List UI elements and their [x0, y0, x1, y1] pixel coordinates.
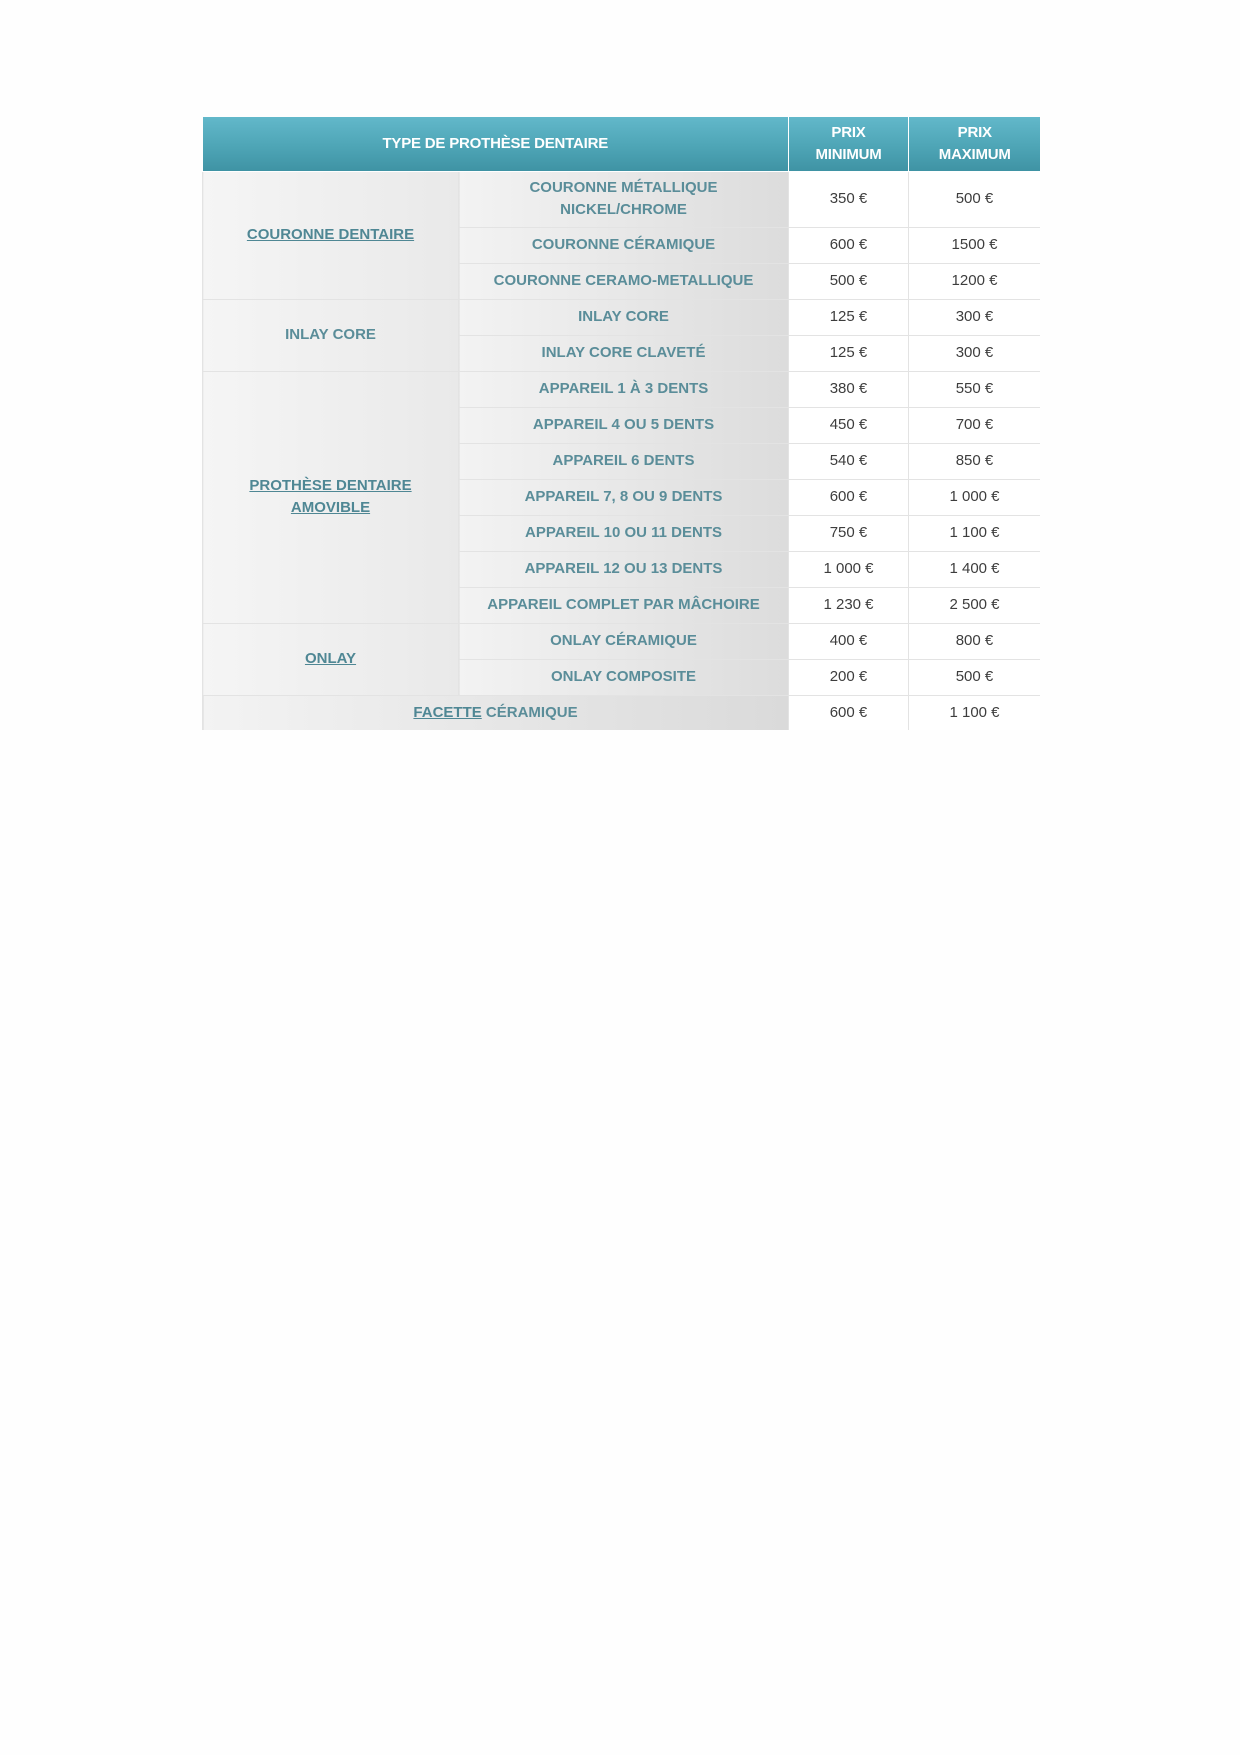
category-onlay [203, 623, 459, 695]
min-price-cell: 1 000 € [789, 551, 909, 587]
min-price-cell: 1 230 € [789, 587, 909, 623]
max-price-cell: 300 € [909, 335, 1041, 371]
subtype-label-line1: COURONNE MÉTALLIQUE [529, 179, 718, 196]
subtype-cell: INLAY CORE CLAVETÉ [459, 335, 789, 371]
prothese-amovible-label-line2: AMOVIBLE [290, 499, 371, 516]
min-price-cell: 600 € [789, 695, 909, 730]
min-price-cell: 450 € [789, 407, 909, 443]
min-price-cell: 200 € [789, 659, 909, 695]
max-price-cell: 2 500 € [909, 587, 1041, 623]
price-table-container [202, 117, 1040, 730]
couronne-dentaire-link[interactable]: COURONNE DENTAIRE [246, 226, 415, 243]
min-price-cell: 600 € [789, 479, 909, 515]
category-prothese-amovible [203, 371, 459, 623]
subtype-cell: INLAY CORE [459, 299, 789, 335]
max-price-cell: 300 € [909, 299, 1041, 335]
min-price-cell: 350 € [789, 171, 909, 227]
facette-rest-label: CÉRAMIQUE [481, 704, 578, 722]
max-price-cell: 850 € [909, 443, 1041, 479]
max-price-cell: 500 € [909, 171, 1041, 227]
table-row [203, 171, 1041, 227]
max-price-cell: 1 100 € [909, 695, 1041, 730]
table-row [203, 371, 1041, 407]
header-min-price [789, 117, 909, 171]
min-price-cell: 125 € [789, 299, 909, 335]
max-price-cell: 1500 € [909, 227, 1041, 263]
prothese-amovible-label-line1: PROTHÈSE DENTAIRE [249, 477, 412, 494]
max-price-cell: 1200 € [909, 263, 1041, 299]
min-price-cell: 540 € [789, 443, 909, 479]
facette-link[interactable]: FACETTE [413, 704, 482, 722]
max-price-cell: 700 € [909, 407, 1041, 443]
subtype-cell: APPAREIL 4 OU 5 DENTS [459, 407, 789, 443]
header-max-price [909, 117, 1041, 171]
subtype-cell: COURONNE CÉRAMIQUE [459, 227, 789, 263]
prothese-amovible-link[interactable] [249, 477, 411, 516]
dental-prosthesis-price-table [202, 117, 1040, 730]
header-prosthesis-type: TYPE DE PROTHÈSE DENTAIRE [203, 117, 789, 171]
category-facette-ceramique [203, 695, 789, 730]
table-row [203, 623, 1041, 659]
max-price-cell: 1 000 € [909, 479, 1041, 515]
subtype-cell [459, 171, 789, 227]
max-price-cell: 800 € [909, 623, 1041, 659]
header-max-price-line1: PRIX [957, 123, 992, 141]
subtype-cell: ONLAY CÉRAMIQUE [459, 623, 789, 659]
max-price-cell: 1 100 € [909, 515, 1041, 551]
min-price-cell: 600 € [789, 227, 909, 263]
category-inlay-core: INLAY CORE [203, 299, 459, 371]
table-row [203, 695, 1041, 730]
min-price-cell: 380 € [789, 371, 909, 407]
subtype-cell: COURONNE CERAMO-METALLIQUE [459, 263, 789, 299]
min-price-cell: 400 € [789, 623, 909, 659]
subtype-label-line2: NICKEL/CHROME [560, 201, 687, 218]
onlay-link[interactable]: ONLAY [304, 650, 357, 667]
subtype-cell: APPAREIL 12 OU 13 DENTS [459, 551, 789, 587]
subtype-cell: APPAREIL COMPLET PAR MÂCHOIRE [459, 587, 789, 623]
min-price-cell: 500 € [789, 263, 909, 299]
subtype-cell: APPAREIL 1 À 3 DENTS [459, 371, 789, 407]
min-price-cell: 750 € [789, 515, 909, 551]
subtype-cell: APPAREIL 7, 8 OU 9 DENTS [459, 479, 789, 515]
subtype-cell: APPAREIL 10 OU 11 DENTS [459, 515, 789, 551]
subtype-cell: APPAREIL 6 DENTS [459, 443, 789, 479]
max-price-cell: 1 400 € [909, 551, 1041, 587]
table-row [203, 299, 1041, 335]
category-couronne-dentaire [203, 171, 459, 299]
header-max-price-line2: MAXIMUM [938, 145, 1011, 163]
header-min-price-line2: MINIMUM [815, 145, 882, 163]
table-header-row [203, 117, 1041, 171]
max-price-cell: 550 € [909, 371, 1041, 407]
header-min-price-line1: PRIX [831, 123, 866, 141]
subtype-cell: ONLAY COMPOSITE [459, 659, 789, 695]
max-price-cell: 500 € [909, 659, 1041, 695]
min-price-cell: 125 € [789, 335, 909, 371]
